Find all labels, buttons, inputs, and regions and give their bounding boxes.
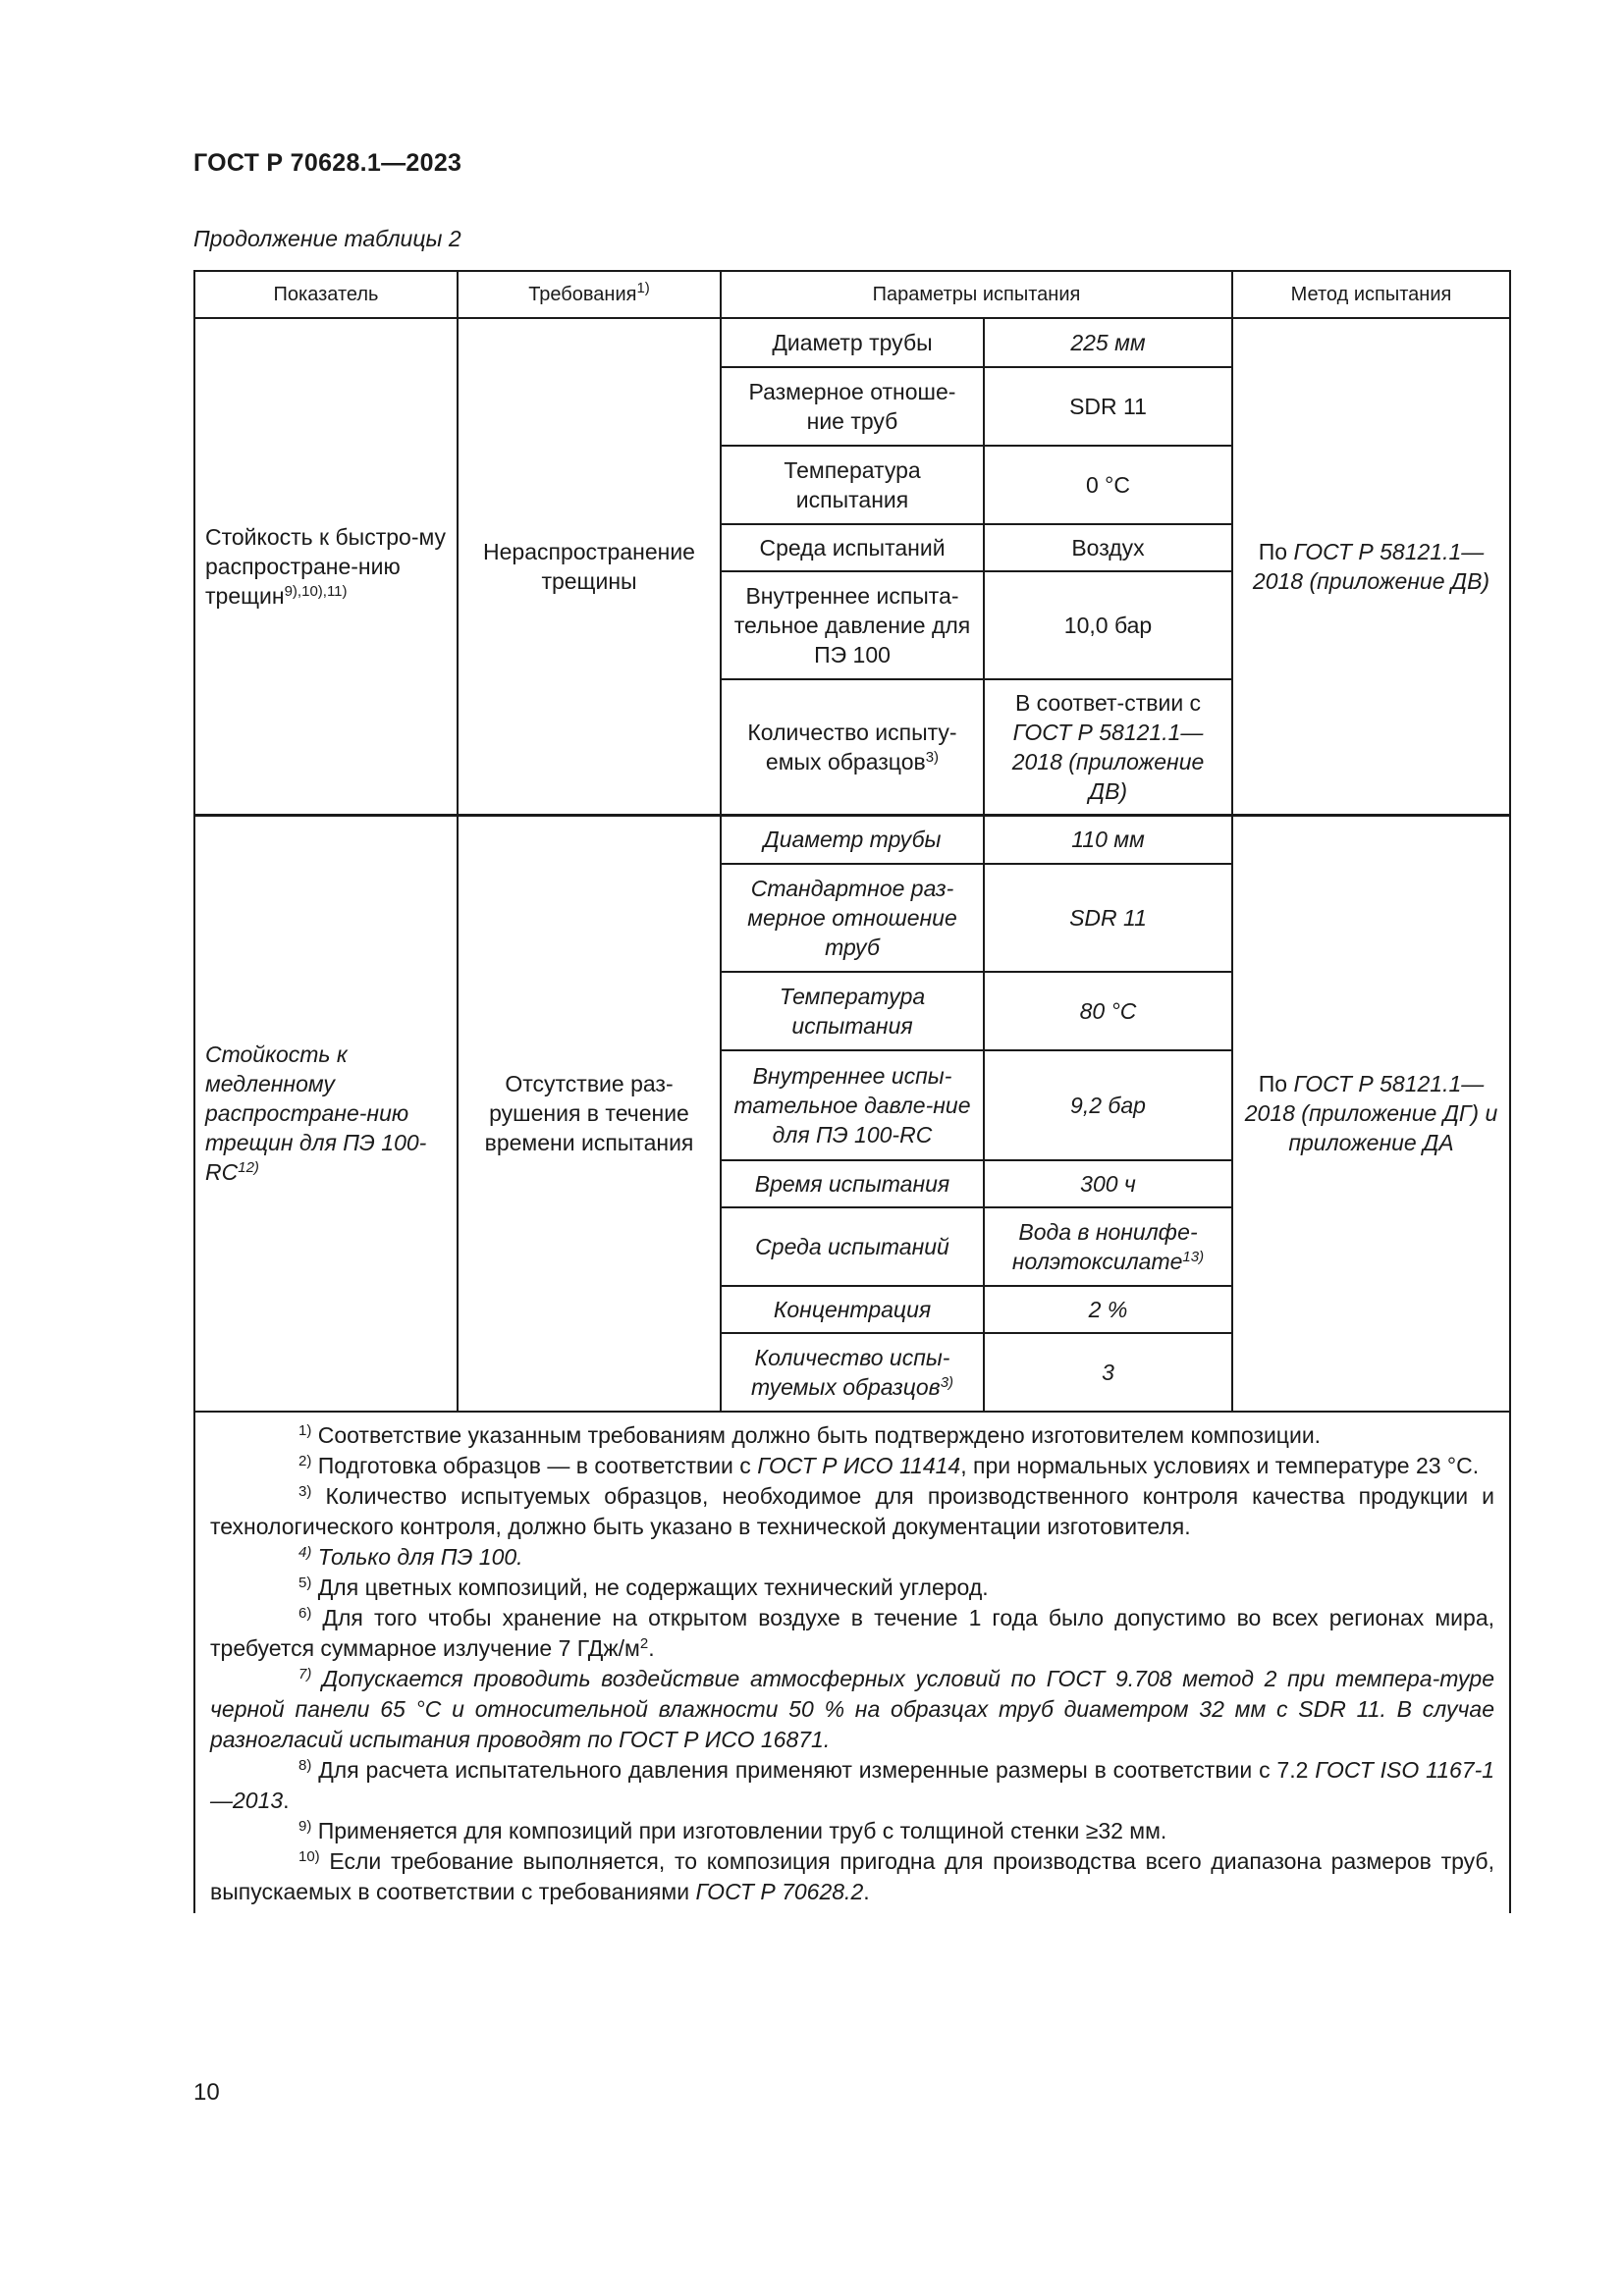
document-code: ГОСТ Р 70628.1—2023 xyxy=(193,149,462,177)
indicator-cell: Стойкость к медленному распростране-нию трещин для ПЭ 100-RC$^{12)}$ xyxy=(194,815,458,1412)
footnote: $^{3)}$ Количество испытуемых образцов, необходимое для производственного контроля качества продукции и технологического контроля, должно быть указано в технической документации изготовителя. xyxy=(210,1483,1495,1539)
param-name: Среда испытаний xyxy=(721,1207,984,1286)
param-value: 225 мм xyxy=(984,318,1232,367)
param-name: Концентрация xyxy=(721,1286,984,1333)
param-value: 9,2 бар xyxy=(984,1050,1232,1160)
column-header-params: Параметры испытания xyxy=(721,271,1232,318)
param-value: Воздух xyxy=(984,524,1232,571)
param-name: Стандартное раз-мерное отношение труб xyxy=(721,864,984,972)
param-value: 10,0 бар xyxy=(984,571,1232,679)
table-row xyxy=(194,815,1510,864)
table-row xyxy=(194,318,1510,367)
param-name: Количество испыту-емых образцов$^{3)}$ xyxy=(721,679,984,815)
footnote: $^{5)}$ Для цветных композиций, не содержащих технический углерод. xyxy=(298,1575,989,1600)
footnote: $^{1)}$ Соответствие указанным требованиям должно быть подтверждено изготовителем композиции. xyxy=(298,1422,1322,1448)
param-value: В соответ-ствии с ГОСТ Р 58121.1—2018 (приложение ДВ) xyxy=(984,679,1232,815)
param-name: Диаметр трубы xyxy=(721,318,984,367)
param-name: Внутреннее испы-тательное давле-ние для ПЭ 100-RC xyxy=(721,1050,984,1160)
param-name: Диаметр трубы xyxy=(721,815,984,864)
param-value: 110 мм xyxy=(984,815,1232,864)
table-caption: Продолжение таблицы 2 xyxy=(193,226,461,251)
param-name: Температура испытания xyxy=(721,446,984,524)
column-header-method: Метод испытания xyxy=(1232,271,1510,318)
method-cell: По ГОСТ Р 58121.1—2018 (приложение ДГ) и приложение ДА xyxy=(1232,815,1510,1412)
requirement-cell: Нераспространение трещины xyxy=(458,318,721,815)
footnotes xyxy=(194,1412,1510,1913)
param-value: 80 °С xyxy=(984,972,1232,1050)
indicator-cell: Стойкость к быстро-му распростране-нию трещин$^{9),10),11)}$ xyxy=(194,318,458,815)
requirements-table xyxy=(193,270,1511,1913)
param-name: Внутреннее испыта-тельное давление для ПЭ 100 xyxy=(721,571,984,679)
footnote: $^{9)}$ Применяется для композиций при изготовлении труб с толщиной стенки ≥32 мм. xyxy=(298,1818,1167,1843)
footnote: $^{8)}$ Для расчета испытательного давления применяют измеренные размеры в соответствии с 7.2 ГОСТ ISO 1167-1—2013. xyxy=(210,1757,1495,1813)
footnote: $^{10)}$ Если требование выполняется, то композиция пригодна для производства всего диапазона размеров труб, выпускаемых в соответствии с требованиями ГОСТ Р 70628.2. xyxy=(210,1848,1494,1904)
footnotes-row xyxy=(194,1412,1510,1913)
method-cell: По ГОСТ Р 58121.1—2018 (приложение ДВ) xyxy=(1232,318,1510,815)
param-value: 300 ч xyxy=(984,1160,1232,1207)
param-name: Количество испы-туемых образцов$^{3)}$ xyxy=(721,1333,984,1412)
param-value: 0 °С xyxy=(984,446,1232,524)
param-name: Среда испытаний xyxy=(721,524,984,571)
param-name: Температура испытания xyxy=(721,972,984,1050)
page-number: 10 xyxy=(193,2079,220,2106)
param-value: SDR 11 xyxy=(984,367,1232,446)
param-value: 2 % xyxy=(984,1286,1232,1333)
param-name: Время испытания xyxy=(721,1160,984,1207)
footnote: $^{2)}$ Подготовка образцов — в соответствии с ГОСТ Р ИСО 11414, при нормальных условиях и температуре 23 °С. xyxy=(298,1453,1480,1478)
footnote: $^{6)}$ Для того чтобы хранение на открытом воздухе в течение 1 года было допустимо во всех регионах мира, требуется суммарное излучение 7 ГДж/$м^2$. xyxy=(210,1605,1495,1661)
footnote: $^{4)}$ Только для ПЭ 100. xyxy=(298,1544,523,1570)
column-header-requirements: Требования$^{1)}$ xyxy=(458,271,721,318)
param-name: Размерное отноше-ние труб xyxy=(721,367,984,446)
param-value: Вода в нонилфе-нолэтоксилате$^{13)}$ xyxy=(984,1207,1232,1286)
param-value: 3 xyxy=(984,1333,1232,1412)
footnote: $^{7)}$ Допускается проводить воздействие атмосферных условий по ГОСТ 9.708 метод 2 при темпера-туре черной панели 65 °С и относительной влажности 50 % на образцах труб диаметром 32 мм с SDR 11. В случае разногласий испытания проводят по ГОСТ Р ИСО 16871. xyxy=(210,1666,1494,1752)
column-header-indicator: Показатель xyxy=(194,271,458,318)
requirement-cell: Отсутствие раз-рушения в течение времени испытания xyxy=(458,815,721,1412)
table-header-row xyxy=(194,271,1510,318)
param-value: SDR 11 xyxy=(984,864,1232,972)
